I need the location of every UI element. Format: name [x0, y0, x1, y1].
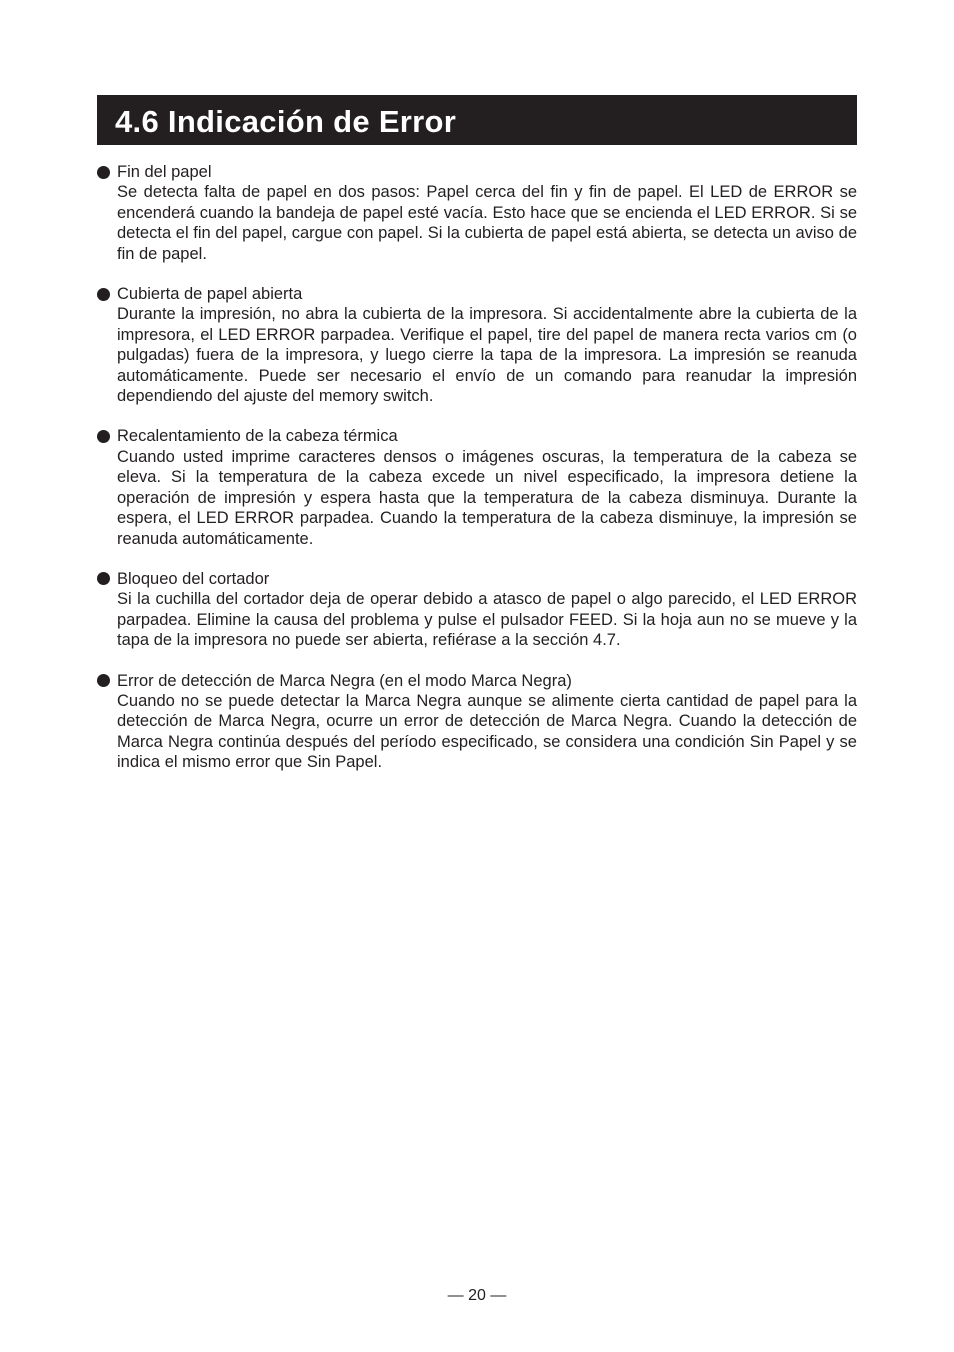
bullet-icon — [97, 166, 110, 179]
page-number: — 20 — — [447, 1287, 507, 1304]
section-body: Se detecta falta de papel en dos pasos: Papel cerca del fin y fin de papel. El LED de ERROR se encenderá cuando la bandeja de papel esté vacía. Esto hace que se encienda el LED ERROR. Si se detecta el fin del papel, cargue con papel. Si la cubierta de papel está abierta, se detecta un aviso de fin de papel. — [117, 183, 857, 263]
section-heading: Recalentamiento de la cabeza térmica — [117, 427, 398, 446]
section-heading: Cubierta de papel abierta — [117, 285, 303, 304]
section-body: Durante la impresión, no abra la cubierta de la impresora. Si accidentalmente abre la cubierta de la impresora, el LED ERROR parpadea. Verifique el papel, tire del papel de manera recta varios cm (o pulgadas) fuera de la impresora, y luego cierre la tapa de la impresora. La impresión se reanuda automáticamente. Puede ser necesario el envío de un comando para reanudar la impresión dependiendo del ajuste del memory switch. — [117, 305, 857, 406]
bullet-icon — [97, 674, 110, 687]
section-body: Si la cuchilla del cortador deja de operar debido a atasco de papel o algo parecido, el LED ERROR parpadea. Elimine la causa del problema y pulse el pulsador FEED. Si la hoja aun no se mueve y la tapa de la impresora no puede ser abierta, refiérase a la sección 4.7. — [117, 590, 857, 650]
section-heading: Error de detección de Marca Negra (en el modo Marca Negra) — [117, 671, 572, 690]
page-title: 4.6 Indicación de Error — [115, 103, 457, 139]
section-head-overheat — [97, 426, 857, 548]
section-heading: Bloqueo del cortador — [117, 569, 270, 588]
section-cutter-lock — [97, 569, 857, 651]
section-black-mark-error — [97, 671, 857, 773]
bullet-icon — [97, 430, 110, 443]
section-paper-end — [97, 162, 857, 264]
section-title-bar — [97, 95, 857, 145]
section-cover-open — [97, 284, 857, 406]
error-indication-list — [97, 162, 857, 793]
section-body: Cuando no se puede detectar la Marca Negra aunque se alimente cierta cantidad de papel para la detección de Marca Negra, ocurre un error de detección de Marca Negra. Cuando la detección de Marca Negra continúa después del período especificado, se considera una condición Sin Papel y se indica el mismo error que Sin Papel. — [117, 691, 857, 772]
section-body: Cuando usted imprime caracteres densos o imágenes oscuras, la temperatura de la cabeza se eleva. Si la temperatura de la cabeza excede un nivel especificado, la impresora detiene la operación de impresión y espera hasta que la temperatura de la cabeza disminuya. Durante la espera, el LED ERROR parpadea. Cuando la temperatura de la cabeza disminuye, la impresión se reanuda automáticamente. — [117, 447, 857, 548]
bullet-icon — [97, 288, 110, 301]
bullet-icon — [97, 572, 110, 585]
section-heading: Fin del papel — [117, 163, 212, 181]
